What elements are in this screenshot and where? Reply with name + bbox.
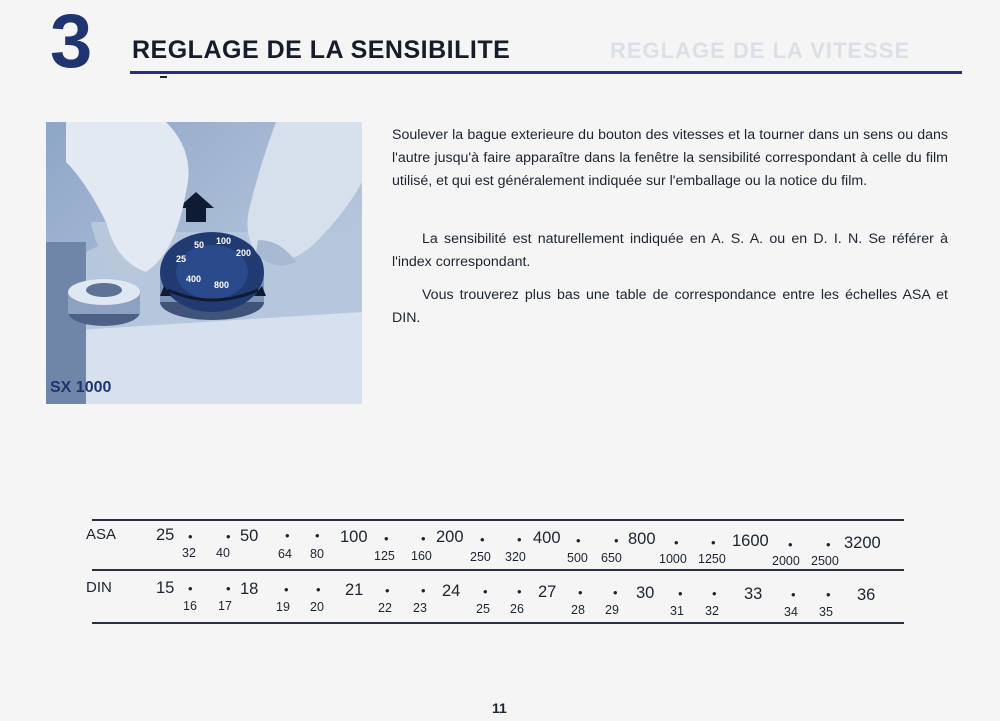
din-major-value: 15	[156, 579, 175, 597]
din-dot: •	[483, 584, 488, 599]
din-major-value: 36	[857, 586, 876, 604]
svg-text:200: 200	[236, 248, 252, 258]
svg-text:100: 100	[216, 236, 232, 246]
asa-dot: •	[188, 529, 193, 544]
asa-dot: •	[788, 537, 793, 552]
din-major-value: 18	[240, 580, 259, 598]
asa-dot: •	[517, 532, 522, 547]
asa-dot: •	[674, 535, 679, 550]
section-number: 3	[50, 0, 93, 84]
asa-major-value: 200	[436, 528, 464, 546]
table-rule-bottom	[92, 622, 904, 624]
asa-minor-value: 650	[601, 551, 622, 565]
din-major-value: 33	[744, 585, 763, 603]
din-major-value: 27	[538, 583, 557, 601]
asa-minor-value: 1000	[659, 552, 687, 566]
section-title: REGLAGE DE LA SENSIBILITE	[132, 36, 511, 64]
din-dot: •	[316, 582, 321, 597]
paragraph-2: La sensibilité est naturellement indiquée en A. S. A. ou en D. I. N. Se référer à l'index correspondant.	[392, 231, 948, 270]
svg-text:25: 25	[176, 254, 187, 264]
asa-minor-value: 1250	[698, 552, 726, 566]
figure-caption: SX 1000	[50, 379, 112, 396]
asa-minor-value: 160	[411, 549, 432, 563]
page-number: 11	[492, 700, 507, 716]
din-minor-value: 34	[784, 605, 798, 619]
asa-minor-value: 2000	[772, 554, 800, 568]
din-dot: •	[613, 585, 618, 600]
table-rule-middle	[92, 569, 904, 571]
din-minor-value: 26	[510, 602, 524, 616]
din-minor-value: 16	[183, 599, 197, 613]
asa-dot: •	[285, 528, 290, 543]
din-dot: •	[385, 583, 390, 598]
asa-minor-value: 32	[182, 546, 196, 560]
din-minor-value: 28	[571, 603, 585, 617]
din-minor-value: 35	[819, 605, 833, 619]
asa-major-value: 3200	[844, 534, 881, 552]
din-minor-value: 29	[605, 603, 619, 617]
asa-minor-value: 500	[567, 551, 588, 565]
din-dot: •	[421, 583, 426, 598]
asa-minor-value: 250	[470, 550, 491, 564]
asa-dot: •	[826, 537, 831, 552]
asa-minor-value: 320	[505, 550, 526, 564]
din-minor-value: 22	[378, 601, 392, 615]
title-mark	[160, 76, 167, 78]
din-minor-value: 20	[310, 600, 324, 614]
asa-dot: •	[480, 532, 485, 547]
asa-dot: •	[384, 531, 389, 546]
camera-dial-photo	[46, 122, 362, 404]
din-minor-value: 17	[218, 599, 232, 613]
asa-major-value: 400	[533, 529, 561, 547]
asa-dot: •	[226, 529, 231, 544]
asa-minor-value: 64	[278, 547, 292, 561]
asa-dot: •	[315, 528, 320, 543]
din-minor-value: 25	[476, 602, 490, 616]
din-minor-value: 23	[413, 601, 427, 615]
din-dot: •	[578, 585, 583, 600]
asa-major-value: 1600	[732, 532, 769, 550]
asa-dot: •	[614, 533, 619, 548]
title-underline	[130, 71, 962, 74]
paragraph-3: Vous trouverez plus bas une table de correspondance entre les échelles ASA et DIN.	[392, 287, 948, 326]
din-dot: •	[678, 586, 683, 601]
show-through-text: REGLAGE DE LA VITESSE	[610, 38, 911, 63]
din-dot: •	[188, 581, 193, 596]
asa-dot: •	[711, 535, 716, 550]
din-dot: •	[226, 581, 231, 596]
asa-major-value: 25	[156, 526, 175, 544]
din-label: DIN	[86, 579, 112, 596]
svg-text:400: 400	[186, 274, 202, 284]
asa-major-value: 800	[628, 530, 656, 548]
asa-major-value: 50	[240, 527, 259, 545]
din-dot: •	[791, 587, 796, 602]
din-minor-value: 19	[276, 600, 290, 614]
din-major-value: 21	[345, 581, 364, 599]
asa-label: ASA	[86, 526, 117, 543]
paragraph-1: Soulever la bague exterieure du bouton des vitesses et la tourner dans un sens ou dans l'autre jusqu'à faire apparaître dans la fenêtre la sensibilité correspondant à celle du film utilisé, et qui est généralement indiquée sur l'emballage ou la notice du film.	[392, 127, 948, 189]
din-dot: •	[712, 586, 717, 601]
din-dot: •	[826, 587, 831, 602]
asa-dot: •	[421, 531, 426, 546]
din-dot: •	[284, 582, 289, 597]
din-major-value: 24	[442, 582, 461, 600]
asa-minor-value: 125	[374, 549, 395, 563]
din-major-value: 30	[636, 584, 655, 602]
table-rule-top	[92, 519, 904, 521]
asa-minor-value: 80	[310, 547, 324, 561]
din-dot: •	[517, 584, 522, 599]
asa-major-value: 100	[340, 528, 368, 546]
svg-text:800: 800	[214, 280, 230, 290]
svg-text:50: 50	[194, 240, 205, 250]
din-minor-value: 32	[705, 604, 719, 618]
din-minor-value: 31	[670, 604, 684, 618]
asa-dot: •	[576, 533, 581, 548]
asa-minor-value: 2500	[811, 554, 839, 568]
asa-minor-value: 40	[216, 546, 230, 560]
